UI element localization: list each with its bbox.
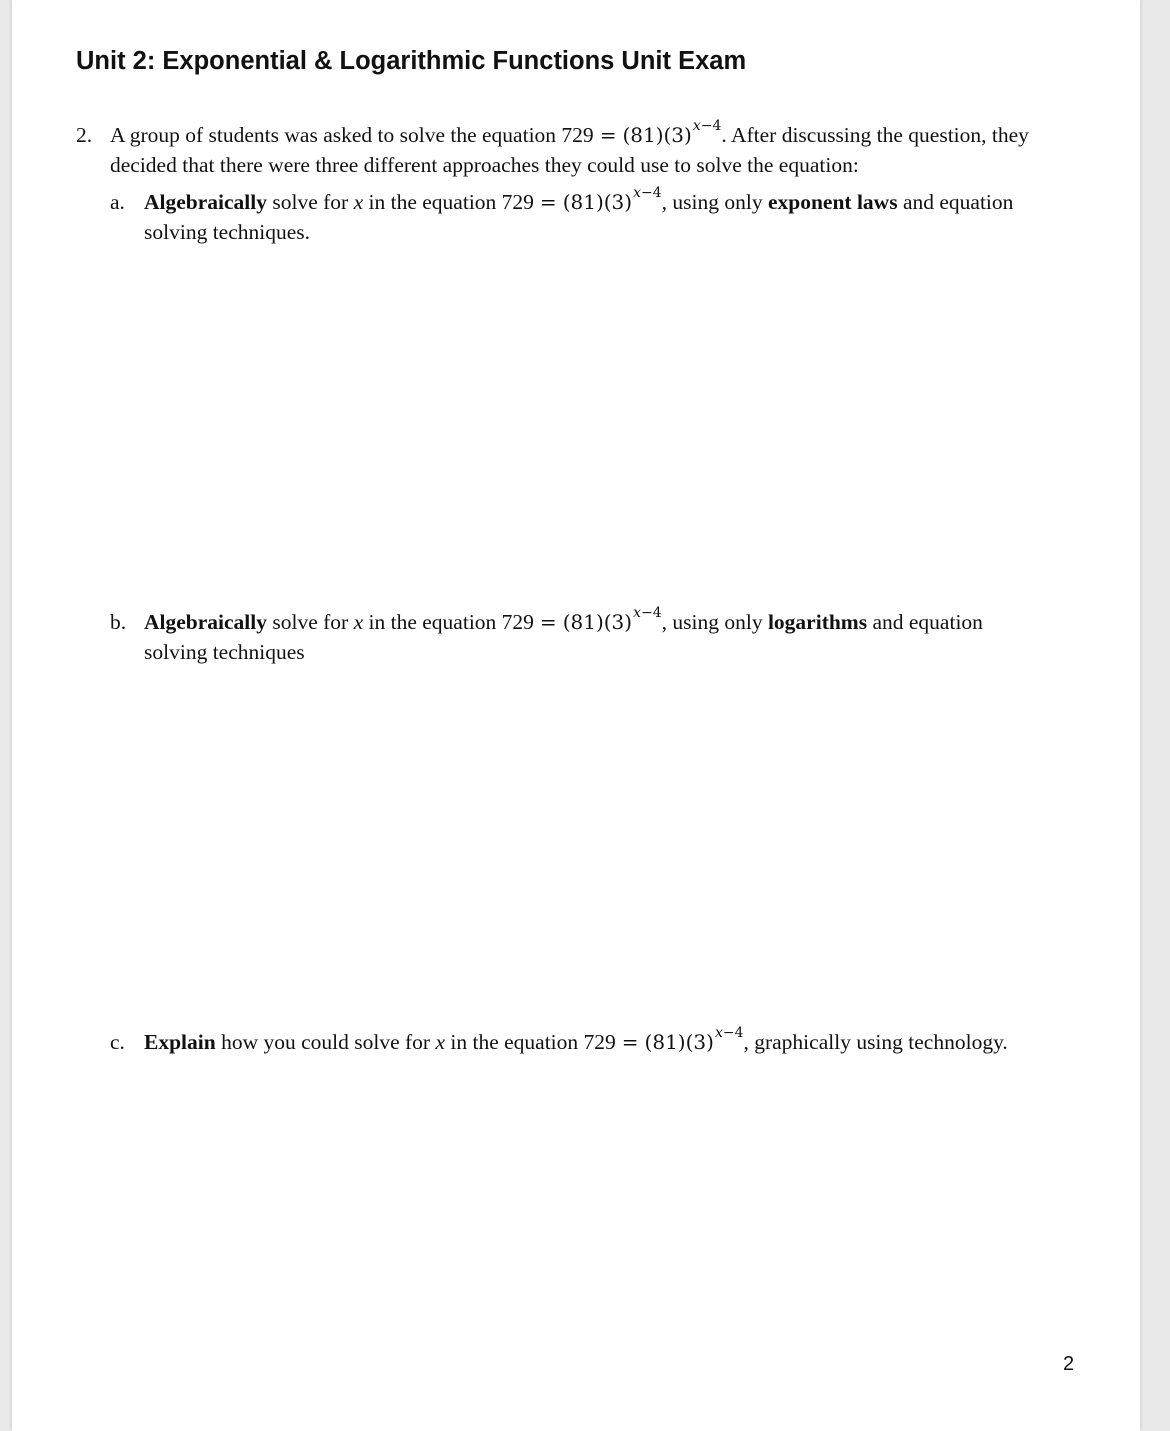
equation-exponent: x−4 bbox=[633, 604, 662, 621]
equation-rhs: (81)(3) bbox=[562, 190, 633, 214]
part-b-bold-lead: Algebraically bbox=[144, 610, 268, 634]
equation-exponent: x−4 bbox=[633, 184, 662, 201]
equals-sign: = bbox=[599, 123, 617, 147]
part-a-line2: solving techniques. bbox=[144, 220, 311, 244]
page-title: Unit 2: Exponential & Logarithmic Functions Unit Exam bbox=[76, 47, 747, 75]
part-a-label: a. bbox=[110, 190, 125, 214]
part-c-bold-lead: Explain bbox=[144, 1030, 216, 1054]
question-intro-line2: decided that there were three different approaches they could use to solve the equation: bbox=[110, 153, 859, 177]
part-a-line1: Algebraically solve for x in the equation $729 = (81)(3)^{x-4}$, using only exponent laws and equation bbox=[144, 184, 1014, 214]
intro-text-after: . After discussing the question, they bbox=[721, 123, 1029, 147]
equation-exponent: x−4 bbox=[714, 1024, 744, 1041]
equals-sign: = bbox=[539, 190, 557, 214]
equals-sign: = bbox=[539, 610, 557, 634]
var-x: x bbox=[435, 1030, 445, 1054]
var-x: x bbox=[353, 610, 364, 634]
part-b-line1: Algebraically solve for x in the equation $729 = (81)(3)^{x-4}$, using only logarithms and equation bbox=[144, 604, 983, 634]
exam-page bbox=[12, 0, 1140, 1431]
equation-rhs: (81)(3) bbox=[562, 610, 633, 634]
intro-text-before: A group of students was asked to solve the equation 729 bbox=[110, 123, 594, 147]
part-c-line1: Explain how you could solve for x in the equation $729 = (81)(3)^{x-4}$, graphically using technology. bbox=[144, 1024, 1008, 1054]
part-b-bold-key: logarithms bbox=[767, 610, 868, 634]
equals-sign: = bbox=[621, 1030, 639, 1054]
part-c-label: c. bbox=[110, 1030, 125, 1054]
equation-rhs: (81)(3) bbox=[644, 1030, 714, 1054]
part-a-bold-key: exponent laws bbox=[767, 190, 898, 214]
part-b-line2: solving techniques bbox=[144, 640, 305, 664]
page-number: 2 bbox=[1063, 1353, 1075, 1375]
equation-exponent: x−4 bbox=[692, 117, 722, 134]
question-intro-line1 bbox=[110, 117, 1029, 150]
part-b-label: b. bbox=[110, 610, 127, 634]
part-a-bold-lead: Algebraically bbox=[144, 190, 268, 214]
question-number: 2. bbox=[76, 123, 93, 147]
var-x: x bbox=[353, 190, 364, 214]
equation-rhs: (81)(3) bbox=[622, 123, 692, 147]
